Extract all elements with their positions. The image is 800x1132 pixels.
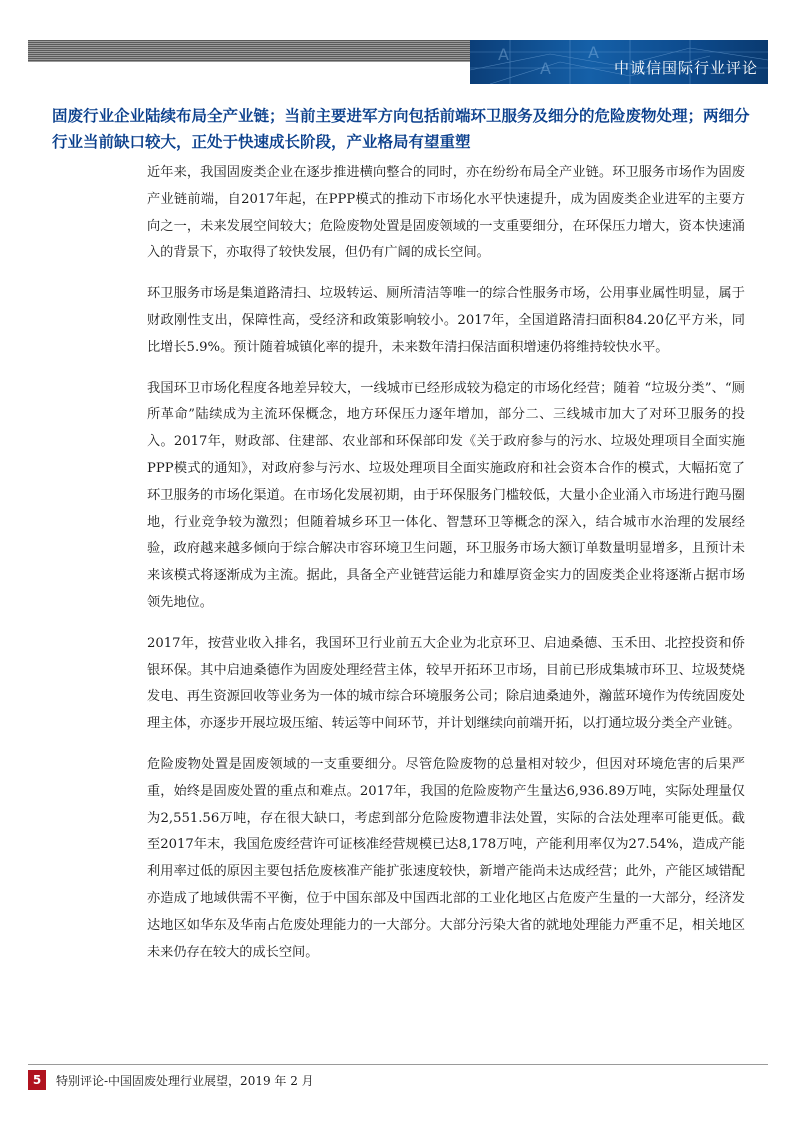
svg-text:A: A xyxy=(588,43,599,62)
svg-text:A: A xyxy=(540,59,551,78)
paragraph: 危险废物处置是固废领域的一支重要细分。尽管危险废物的总量相对较少，但因对环境危害的后果严重，始终是固废处置的重点和难点。2017年，我国的危险废物产生量达6,936.89万吨，实际处理量仅为2,551.56万吨，存在很大缺口，考虑到部分危险废物遭非法处置，实际的合法处理率可能更低。截至2017年末，我国危废经营许可证核准经营规模已达8,178万吨，产能利用率仅为27.54%，造成产能利用率过低的原因主要包括危废核准产能扩张速度较快，新增产能尚未达成经营；此外，产能区域错配亦造成了地域供需不平衡，位于中国东部及中国西北部的工业化地区占危废产生量的一大部分，经济发达地区如华东及华南占危废处理能力的一大部分。大部分污染大省的就地处理能力严重不足，相关地区未来仍存在较大的成长空间。 xyxy=(147,756,745,960)
paragraph: 我国环卫市场化程度各地差异较大，一线城市已经形成较为稳定的市场化经营；随着 “垃圾分类”、“厕所革命”陆续成为主流环保概念，地方环保压力逐年增加，部分二、三线城市加大了对环卫服务的投入。2017年，财政部、住建部、农业部和环保部印发《关于政府参与的污水、垃圾处理项目全面实施PPP模式的通知》，对政府参与污水、垃圾处理项目全面实施政府和社会资本合作的模式，大幅拓宽了环卫服务的市场化渠道。在市场化发展初期，由于环保服务门槛较低，大量小企业涌入市场进行跑马圈地，行业竞争较为激烈；但随着城乡环卫一体化、智慧环卫等概念的深入，结合城市水治理的发展经验，政府越来越多倾向于综合解决市容环境卫生问题，环卫服务市场大额订单数量明显增多，且预计未来该模式将逐渐成为主流。据此，具备全产业链营运能力和雄厚资金实力的固废类企业将逐渐占据市场领先地位。 xyxy=(147,380,745,610)
section-headline: 固废行业企业陆续布局全产业链；当前主要进军方向包括前端环卫服务及细分的危险废物处理；两细分行业当前缺口较大，正处于快速成长阶段，产业格局有望重塑 xyxy=(52,107,750,151)
brand-banner xyxy=(470,40,768,84)
footer-caption: 特别评论-中国固废处理行业展望，2019 年 2 月 xyxy=(56,1074,314,1088)
footer-divider xyxy=(28,1064,768,1065)
paragraph: 环卫服务市场是集道路清扫、垃圾转运、厕所清洁等唯一的综合性服务市场，公用事业属性明显，属于财政刚性支出，保障性高，受经济和政策影响较小。2017年，全国道路清扫面积84.20亿平方米，同比增长5.9%。预计随着城镇化率的提升，未来数年清扫保洁面积增速仍将维持较快水平。 xyxy=(147,286,745,355)
paragraph: 2017年，按营业收入排名，我国环卫行业前五大企业为北京环卫、启迪桑德、玉禾田、北控投资和侨银环保。其中启迪桑德作为固废处理经营主体，较早开拓环卫市场，目前已形成集城市环卫、垃圾焚烧发电、再生资源回收等业务为一体的城市综合环境服务公司；除启迪桑迪外，瀚蓝环境作为传统固废处理主体，亦逐步开展垃圾压缩、转运等中间环节，并计划继续向前端开拓，以打通垃圾分类全产业链。 xyxy=(147,635,745,732)
svg-text:A: A xyxy=(498,45,509,64)
page-number: 5 xyxy=(28,1070,46,1090)
article-body xyxy=(147,160,745,980)
brand-title: 中诚信国际行业评论 xyxy=(613,59,758,77)
paragraph: 近年来，我国固废类企业在逐步推进横向整合的同时，亦在纷纷布局全产业链。环卫服务市场作为固废产业链前端，自2017年起，在PPP模式的推动下市场化水平快速提升，成为固废类企业进军的主要方向之一，未来发展空间较大；危险废物处置是固废领域的一支重要细分，在环保压力增大，资本快速涌入的背景下，亦取得了较快发展，但仍有广阔的成长空间。 xyxy=(147,165,745,261)
